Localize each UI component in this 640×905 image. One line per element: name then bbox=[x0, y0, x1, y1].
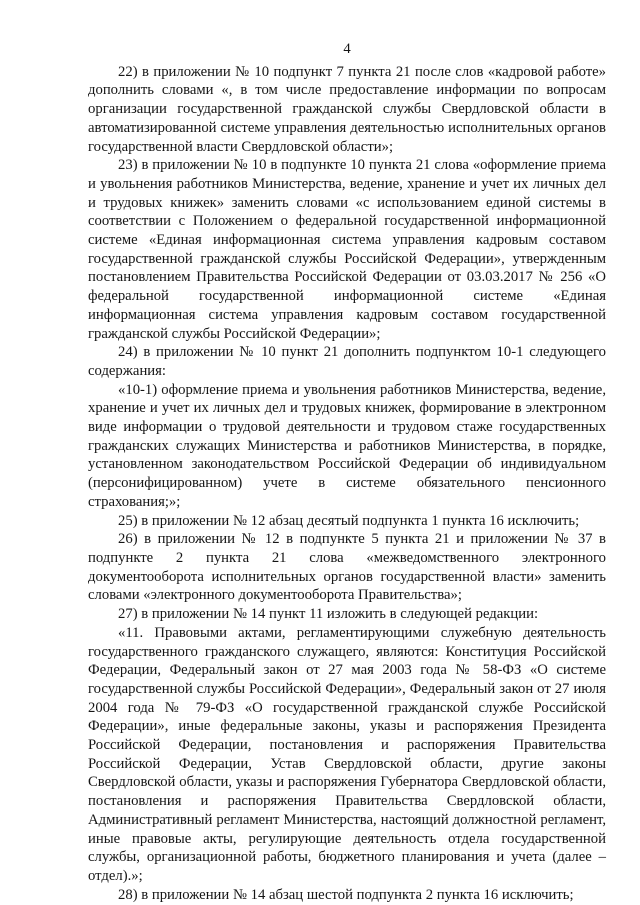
paragraph-item-24: 24) в приложении № 10 пункт 21 дополнить подпунктом 10-1 следующего содержания: bbox=[88, 344, 606, 379]
paragraph-item-27-quote: «11. Правовыми актами, регламентирующими служебную деятельность государственного гражданского служащего, являются: Конституция Российской Федерации, Федеральный закон от 27 мая 2003 года № 58-ФЗ «О системе государственной службы Российской Федерации», Федеральный закон от 27 июля 2004 года № 79-ФЗ «О государственной гражданской службе Российской Федерации», иные федеральные законы, указы и распоряжения Президента Российской Федерации, постановления и распоряжения Правительства Российской Федерации, Устав Свердловской области, другие законы Свердловской области, указы и распоряжения Губернатора Свердловской области, постановления и распоряжения Правительства Свердловской области, Административный регламент Министерства, настоящий должностной регламент, иные правовые акты, регулирующие деятельность отдела государственной службы, организационной работы, бюджетного планирования и учета (далее – отдел).»; bbox=[88, 624, 606, 884]
paragraph-item-22: 22) в приложении № 10 подпункт 7 пункта 21 после слов «кадровой работе» дополнить словами «, в том числе предоставление информации по вопросам организации государственной гражданской службы Свердловской области в автоматизированной системе управления деятельностью исполнительных органов государственной власти Свердловской области»; bbox=[88, 63, 606, 155]
paragraph-item-24-quote: «10-1) оформление приема и увольнения работников Министерства, ведение, хранение и учет их личных дел и трудовых книжек, формирование в электронном виде информации о трудовой деятельности и трудовом стаже государственных гражданских служащих Министерства и работников Министерства, в порядке, установленном законодательством Российской Федерации об индивидуальном (персонифицированном) учете в системе обязательного пенсионного страхования;»; bbox=[88, 381, 606, 510]
page-number: 4 bbox=[343, 41, 351, 57]
paragraph-item-23: 23) в приложении № 10 в подпункте 10 пункта 21 слова «оформление приема и увольнения работников Министерства, ведение, хранение и учет их личных дел и трудовых книжек» заменить словами «с использованием единой системы в соответствии с Положением о федеральной государственной информационной системе «Единая информационная система управления кадровым составом государственной гражданской службы Российской Федерации», утвержденным постановлением Правительства Российской Федерации от 03.03.2017 № 256 «О федеральной государственной информационной системе «Единая информационная система управления кадровым составом государственной гражданской службы Российской Федерации»; bbox=[88, 157, 606, 342]
document-page bbox=[88, 40, 606, 904]
paragraph-item-26: 26) в приложении № 12 в подпункте 5 пункта 21 и приложении № 37 в подпункте 2 пункта 21 слова «межведомственного электронного документооборота исполнительных органов государственной власти» заменить словами «электронного документооборота Правительства»; bbox=[88, 531, 606, 604]
paragraph-item-28: 28) в приложении № 14 абзац шестой подпункта 2 пункта 16 исключить; bbox=[118, 886, 574, 903]
paragraph-item-25: 25) в приложении № 12 абзац десятый подпункта 1 пункта 16 исключить; bbox=[118, 512, 580, 529]
paragraph-item-27: 27) в приложении № 14 пункт 11 изложить в следующей редакции: bbox=[118, 606, 539, 623]
